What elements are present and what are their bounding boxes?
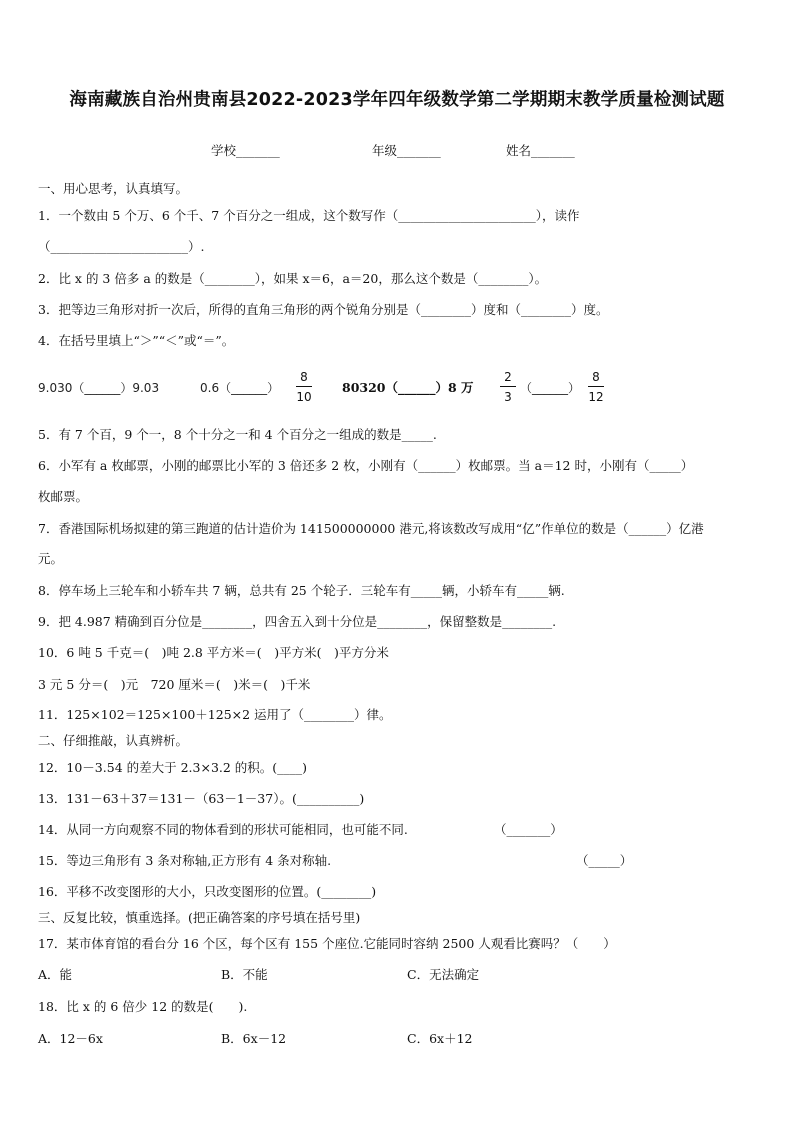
fraction-numerator: 8	[592, 370, 600, 384]
q17-option-c: C．无法确定	[407, 967, 480, 982]
question-10-line-2: 3 元 5 分＝( )元 720 厘米＝( )米＝( )千米	[38, 677, 311, 692]
q17-option-a: A．能	[38, 967, 73, 982]
question-4: 4．在括号里填上“＞”“＜”或“＝”。	[38, 333, 235, 348]
fraction-numerator: 8	[300, 370, 308, 384]
question-6-line-1: 6．小军有 a 枚邮票，小刚的邮票比小军的 3 倍还多 2 枚，小刚有（______）枚邮票。当 a＝12 时，小刚有（_____）	[38, 458, 694, 473]
question-8: 8．停车场上三轮车和小轿车共 7 辆，总共有 25 个轮子．三轮车有_____辆，小轿车有_____辆.	[38, 583, 565, 598]
question-16: 16．平移不改变图形的大小，只改变图形的位置。(________)	[38, 884, 377, 899]
question-7-line-2: 元。	[38, 551, 64, 566]
question-13: 13．131－63＋37＝131－（63－1－37）。(__________)	[38, 791, 365, 806]
q18-option-a: A．12－6x	[38, 1031, 103, 1046]
exam-title: 海南藏族自治州贵南县2022-2023学年四年级数学第二学期期末教学质量检测试题	[69, 90, 725, 110]
q4-item-b: 0.6（______）	[200, 381, 280, 395]
fraction-numerator: 2	[504, 370, 512, 384]
q4-item-a: 9.030（______）9.03	[38, 381, 160, 395]
fraction-bar	[296, 386, 312, 387]
fraction-bar	[500, 386, 516, 387]
question-14: 14．从同一方向观察不同的物体看到的形状可能相同，也可能不同.	[38, 822, 408, 837]
q4-fraction-b	[294, 370, 314, 404]
question-1-line-2: （______________________）.	[38, 239, 205, 254]
q4-fraction-d1	[498, 370, 518, 404]
question-5: 5．有 7 个百，9 个一，8 个十分之一和 4 个百分之一组成的数是_____.	[38, 427, 437, 442]
fraction-denominator: 12	[588, 390, 604, 404]
grade-field: 年级_______	[372, 143, 441, 158]
question-2: 2．比 x 的 3 倍多 a 的数是（________），如果 x＝6，a＝20，那么这个数是（________）。	[38, 271, 548, 286]
name-field: 姓名_______	[506, 143, 575, 158]
question-1-line-1: 1．一个数由 5 个万、6 个千、7 个百分之一组成，这个数写作（______________________），读作	[38, 208, 580, 223]
question-6-line-2: 枚邮票。	[38, 489, 89, 504]
question-9: 9．把 4.987 精确到百分位是________，四舍五入到十分位是________，保留整数是________.	[38, 614, 557, 629]
school-field: 学校_______	[211, 143, 280, 158]
q17-option-b: B．不能	[221, 967, 268, 982]
q4-item-d: （______）	[520, 381, 581, 395]
section-2-heading: 二、仔细推敲，认真辨析。	[38, 733, 189, 748]
q4-fraction-d2	[586, 370, 606, 404]
question-12: 12．10－3.54 的差大于 2.3×3.2 的积。(____)	[38, 760, 308, 775]
question-14-answer: （_______）	[494, 822, 563, 837]
question-15-answer: （_____）	[576, 853, 633, 868]
q18-option-c: C．6x＋12	[407, 1031, 473, 1046]
q18-option-b: B．6x－12	[221, 1031, 287, 1046]
question-3: 3．把等边三角形对折一次后，所得的直角三角形的两个锐角分别是（________）度和（________）度。	[38, 302, 609, 317]
fraction-denominator: 10	[296, 390, 312, 404]
question-15: 15．等边三角形有 3 条对称轴,正方形有 4 条对称轴.	[38, 853, 332, 868]
fraction-denominator: 3	[504, 390, 512, 404]
q4-item-c: 80320（______）8 万	[342, 380, 474, 395]
question-17: 17．某市体育馆的看台分 16 个区，每个区有 155 个座位.它能同时容纳 2500 人观看比赛吗？（ ）	[38, 936, 616, 951]
question-18: 18．比 x 的 6 倍少 12 的数是( ).	[38, 999, 248, 1014]
question-11: 11．125×102＝125×100＋125×2 运用了（________）律。	[38, 707, 392, 722]
question-7-line-1: 7．香港国际机场拟建的第三跑道的估计造价为 141500000000 港元,将该数改写成用“亿”作单位的数是（______）亿港	[38, 521, 704, 536]
section-3-heading: 三、反复比较，慎重选择。(把正确答案的序号填在括号里)	[38, 910, 361, 925]
fraction-bar	[588, 386, 604, 387]
question-10-line-1: 10．6 吨 5 千克＝( )吨 2.8 平方米＝( )平方米( )平方分米	[38, 645, 389, 660]
section-1-heading: 一、用心思考，认真填写。	[38, 181, 189, 196]
